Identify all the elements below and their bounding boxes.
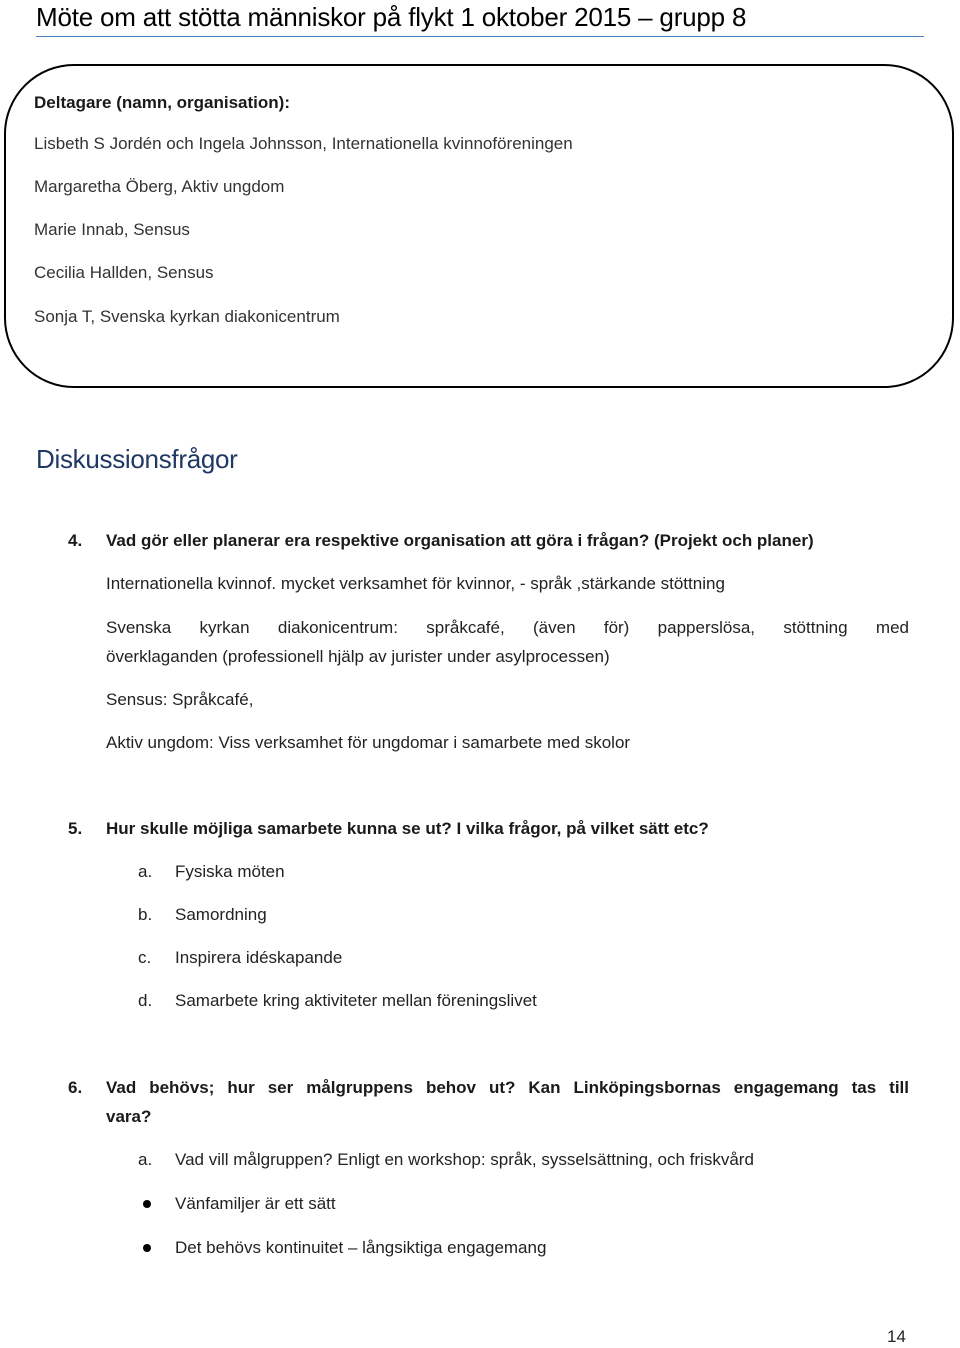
list-item: Vad vill målgruppen? Enligt en workshop: språk, sysselsättning, och friskvård xyxy=(175,1150,754,1169)
answer-svenska-kyrkan-line1: Svenska kyrkan diakonicentrum: språkcafé, (även för) papperslösa, stöttning med xyxy=(106,618,909,637)
question-text-line2: vara? xyxy=(106,1107,152,1126)
list-marker: c. xyxy=(138,948,152,967)
list-item: Samarbete kring aktiviteter mellan föreningslivet xyxy=(175,991,537,1010)
answer-aktiv-ungdom: Aktiv ungdom: Viss verksamhet för ungdomar i samarbete med skolor xyxy=(106,733,631,752)
list-marker: a. xyxy=(138,862,153,881)
answer-svenska-kyrkan-line2: överklaganden (professionell hjälp av jurister under asylprocessen) xyxy=(106,647,610,666)
bullet-icon xyxy=(143,1244,151,1252)
question-text: Vad gör eller planerar era respektive organisation att göra i frågan? (Projekt och planer) xyxy=(106,531,814,550)
question-text-line1: Vad behövs; hur ser målgruppens behov ut? Kan Linköpingsbornas engagemang tas till xyxy=(106,1078,909,1097)
title-underline xyxy=(36,36,924,37)
answer-internationella: Internationella kvinnof. mycket verksamhet för kvinnor, - språk ,stärkande stöttning xyxy=(106,574,725,593)
participant-item: Margaretha Öberg, Aktiv ungdom xyxy=(34,177,285,196)
bullet-icon xyxy=(143,1200,151,1208)
question-text: Hur skulle möjliga samarbete kunna se ut? I vilka frågor, på vilket sätt etc? xyxy=(106,819,709,838)
document-title: Möte om att stötta människor på flykt 1 oktober 2015 – grupp 8 xyxy=(36,2,747,32)
participant-item: Lisbeth S Jordén och Ingela Johnsson, Internationella kvinnoföreningen xyxy=(34,134,573,153)
question-number: 5. xyxy=(68,819,83,838)
bullet-item: Det behövs kontinuitet – långsiktiga engagemang xyxy=(175,1238,547,1257)
list-item: Samordning xyxy=(175,905,267,924)
participants-heading: Deltagare (namn, organisation): xyxy=(34,93,290,112)
list-marker: b. xyxy=(138,905,153,924)
participant-item: Cecilia Hallden, Sensus xyxy=(34,263,214,282)
list-item: Fysiska möten xyxy=(175,862,285,881)
question-number: 4. xyxy=(68,531,83,550)
list-marker: d. xyxy=(138,991,153,1010)
page-number: 14 xyxy=(887,1327,906,1346)
question-number: 6. xyxy=(68,1078,83,1097)
participant-item: Sonja T, Svenska kyrkan diakonicentrum xyxy=(34,307,340,326)
section-heading: Diskussionsfrågor xyxy=(36,444,238,474)
bullet-item: Vänfamiljer är ett sätt xyxy=(175,1194,336,1213)
participant-item: Marie Innab, Sensus xyxy=(34,220,190,239)
list-item: Inspirera idéskapande xyxy=(175,948,343,967)
answer-sensus: Sensus: Språkcafé, xyxy=(106,690,254,709)
list-marker: a. xyxy=(138,1150,153,1169)
